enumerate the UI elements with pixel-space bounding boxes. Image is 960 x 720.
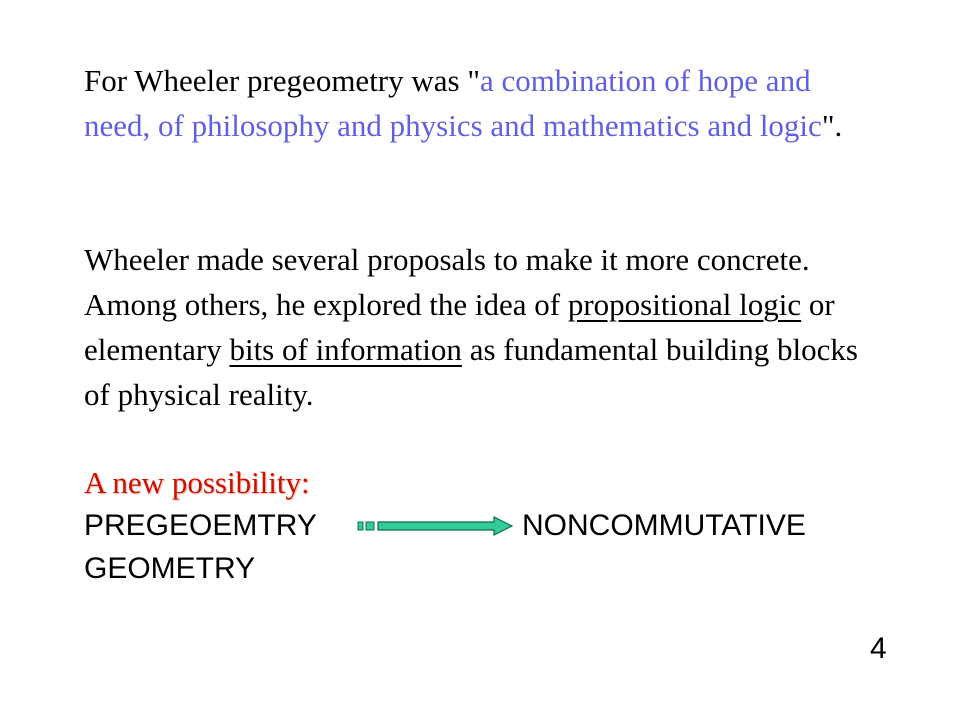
new-possibility-heading: A new possibility: — [84, 465, 310, 500]
noncommutative-label: NONCOMMUTATIVE — [522, 509, 806, 542]
quote-lead-text: For Wheeler pregeometry was " — [84, 63, 480, 98]
bits-of-information-term: bits of information — [229, 332, 462, 367]
quote-tail-text: ". — [821, 108, 843, 143]
page-number: 4 — [870, 632, 887, 665]
proposals-text-1: Wheeler made several proposals to make it more concrete. Among others, he explored the idea of — [84, 242, 810, 322]
proposals-text-2: or elementary — [84, 287, 835, 367]
wheeler-quote-text: a combination of hope and need, of philosophy and physics and mathematics and logic — [84, 63, 822, 143]
pregeometry-label: PREGEOEMTRY — [84, 509, 317, 542]
propositional-logic-term: propositional logic — [567, 287, 802, 322]
geometry-label: GEOMETRY — [84, 552, 256, 585]
proposals-text-3: as fundamental building blocks of physical reality. — [84, 332, 858, 412]
wheeler-quote-paragraph — [84, 58, 884, 148]
right-arrow-icon — [356, 514, 514, 538]
proposals-paragraph — [84, 237, 884, 417]
